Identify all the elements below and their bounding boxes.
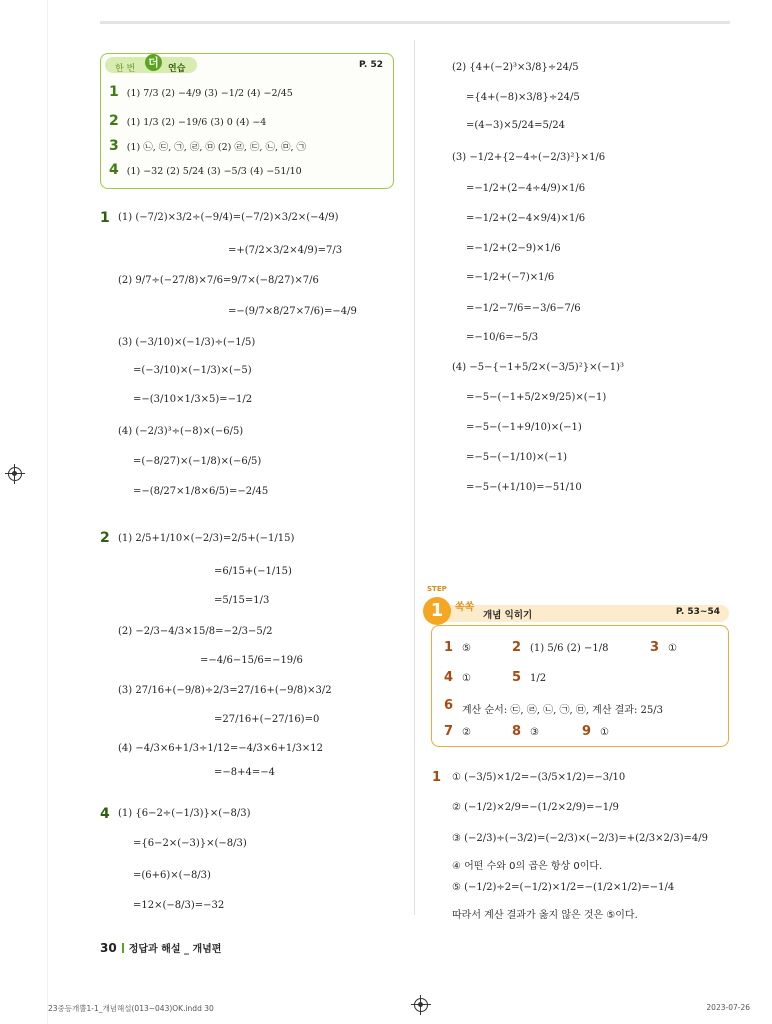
solution-line: (4) −4/3×6+1/3÷1/12=−4/3×6+1/3×12 (118, 743, 324, 754)
step-title: 개념 익히기 (483, 610, 533, 621)
step-page-ref: P. 53~54 (675, 607, 720, 617)
solution-line: (2) −2/3−4/3×15/8=−2/3−5/2 (118, 626, 273, 637)
solution-line: ={4+(−8)×3/8}÷24/5 (466, 92, 580, 103)
step-answer-text: 1/2 (530, 673, 547, 684)
solution-line: =−5−(−1/10)×(−1) (466, 452, 568, 463)
practice-row (109, 84, 293, 100)
step-banner (423, 585, 728, 625)
footer-title: 정답과 해설 _ 개념편 (128, 944, 222, 955)
step-answer-num: 6 (444, 698, 454, 713)
solution-line: =27/16+(−27/16)=0 (214, 714, 320, 725)
practice-row-text: (1) 1/3 (2) −19/6 (3) 0 (4) −4 (126, 117, 267, 128)
solution-line: =6/15+(−1/15) (214, 566, 292, 577)
solution-line: =−(8/27×1/8×6/5)=−2/45 (133, 486, 269, 497)
solution-line: =(−8/27)×(−1/8)×(−6/5) (133, 456, 262, 467)
solution-line: (3) −1/2+{2−4÷(−2/3)²}×1/6 (452, 152, 606, 163)
step-answer-num: 1 (444, 640, 454, 655)
solution-line: =−1/2+(2−4÷4/9)×1/6 (466, 183, 586, 194)
solution-line: =−5−(−1+5/2×9/25)×(−1) (466, 392, 607, 403)
solution-line: =−5−(−1+9/10)×(−1) (466, 422, 582, 433)
step-answer-text: ① (462, 673, 471, 684)
page-number: 30 (100, 941, 117, 955)
solution-line: ③ (−2/3)÷(−3/2)=(−2/3)×(−2/3)=+(2/3×2/3)=4/9 (452, 833, 708, 844)
solution-line: =−(3/10×1/3×5)=−1/2 (133, 394, 253, 405)
step-answer-text: ① (600, 727, 609, 738)
practice-row-num: 2 (109, 113, 119, 129)
solution-line: (3) (−3/10)×(−1/3)÷(−1/5) (118, 337, 256, 348)
practice-page-ref: P. 52 (358, 60, 383, 70)
solution-line: 따라서 계산 결과가 옳지 않은 것은 ⑤이다. (452, 910, 638, 921)
solution-line: =−5−(+1/10)=−51/10 (466, 482, 582, 493)
step-answer-num: 4 (444, 670, 454, 685)
step-answer-text: ⑤ (462, 643, 471, 654)
footer-separator (122, 943, 124, 953)
solution-line: ② (−1/2)×2/9=−(1/2×2/9)=−1/9 (452, 802, 619, 813)
solution-line: =−4/6−15/6=−19/6 (200, 655, 303, 666)
margin-guide (47, 0, 48, 1024)
solution-line: ={6−2×(−3)}×(−8/3) (133, 838, 247, 849)
practice-tab-title: 연습 (168, 64, 186, 74)
solution-number: 4 (100, 806, 110, 822)
solution-line: =−1/2+(−7)×1/6 (466, 272, 555, 283)
solution-line: (2) {4+(−2)³×3/8}÷24/5 (452, 62, 579, 73)
solution-line: =(6+6)×(−8/3) (133, 870, 211, 881)
solution-line: =−1/2+(2−4×9/4)×1/6 (466, 213, 586, 224)
page-footer (100, 940, 221, 955)
solution-number: 1 (432, 770, 442, 785)
header-rule (100, 21, 730, 24)
column-divider (414, 40, 415, 915)
step-answer-num: 2 (512, 640, 522, 655)
practice-badge: 더 (145, 54, 162, 71)
solution-line: ① (−3/5)×1/2=−(3/5×1/2)=−3/10 (452, 772, 626, 783)
solution-number: 1 (100, 210, 110, 226)
solution-line: (1) 2/5+1/10×(−2/3)=2/5+(−1/15) (118, 533, 295, 544)
solution-line: ④ 어떤 수와 0의 곱은 항상 0이다. (452, 861, 603, 872)
step-answer-text: 계산 순서: ㉢, ㉣, ㉡, ㉠, ㉤, 계산 결과: 25/3 (462, 705, 663, 716)
solution-line: (4) −5−{−1+5/2×(−3/5)²}×(−1)³ (452, 362, 624, 373)
practice-tab-label: 한 번 (115, 64, 136, 74)
step-answer-num: 8 (512, 724, 522, 739)
solution-number: 2 (100, 530, 110, 546)
practice-row-text: (1) 7/3 (2) −4/9 (3) −1/2 (4) −2/45 (126, 88, 293, 99)
solution-line: (4) (−2/3)³÷(−8)×(−6/5) (118, 426, 244, 437)
solution-line: =−8+4=−4 (214, 767, 275, 778)
solution-line: =−10/6=−5/3 (466, 332, 539, 343)
solution-line: =5/15=1/3 (214, 595, 270, 606)
practice-row-text: (1) −32 (2) 5/24 (3) −5/3 (4) −51/10 (126, 166, 302, 177)
registration-mark-icon (8, 467, 22, 481)
step-answer-text: ② (462, 727, 471, 738)
step-answer-text: (1) 5/6 (2) −1/8 (530, 643, 609, 654)
practice-row-num: 4 (109, 162, 119, 178)
solution-line: =12×(−8/3)=−32 (133, 900, 225, 911)
practice-row (109, 138, 306, 154)
practice-tab (105, 57, 197, 73)
solution-line: =+(7/2×3/2×4/9)=7/3 (228, 245, 343, 256)
print-slug-file: 23중등개뿔1-1_개념해설(013~043)OK.indd 30 (48, 1004, 214, 1013)
solution-line: (2) 9/7÷(−27/8)×7/6=9/7×(−8/27)×7/6 (118, 275, 319, 286)
practice-row (109, 113, 266, 129)
step-answer-num: 9 (582, 724, 592, 739)
solution-line: =−1/2+(2−9)×1/6 (466, 243, 561, 254)
step-answer-num: 3 (650, 640, 660, 655)
step-number: 1 (423, 597, 451, 625)
solution-line: (3) 27/16+(−9/8)÷2/3=27/16+(−9/8)×3/2 (118, 685, 332, 696)
solution-line: ⑤ (−1/2)÷2=(−1/2)×1/2=−(1/2×1/2)=−1/4 (452, 882, 675, 893)
step-answer-text: ① (668, 643, 677, 654)
step-label: STEP (427, 585, 447, 593)
solution-line: =(−3/10)×(−1/3)×(−5) (133, 365, 252, 376)
solution-line: =−(9/7×8/27×7/6)=−4/9 (228, 306, 357, 317)
print-slug-date: 2023-07-26 (706, 1003, 750, 1012)
step-answer-text: ③ (530, 727, 539, 738)
registration-mark-icon (414, 998, 428, 1012)
solution-line: (1) (−7/2)×3/2÷(−9/4)=(−7/2)×3/2×(−4/9) (118, 212, 339, 223)
practice-row-num: 1 (109, 84, 119, 100)
practice-row-num: 3 (109, 138, 119, 154)
step-answer-num: 5 (512, 670, 522, 685)
practice-row-text: (1) ㉡, ㉢, ㉠, ㉣, ㉤ (2) ㉣, ㉢, ㉡, ㉤, ㉠ (126, 142, 307, 153)
step-word-a: 쏙쏙 (455, 602, 475, 613)
practice-row (109, 162, 302, 178)
practice-box (100, 53, 394, 189)
solution-line: =−1/2−7/6=−3/6−7/6 (466, 303, 581, 314)
step-answer-num: 7 (444, 724, 454, 739)
solution-line: (1) {6−2÷(−1/3)}×(−8/3) (118, 808, 251, 819)
solution-line: =(4−3)×5/24=5/24 (466, 120, 565, 131)
